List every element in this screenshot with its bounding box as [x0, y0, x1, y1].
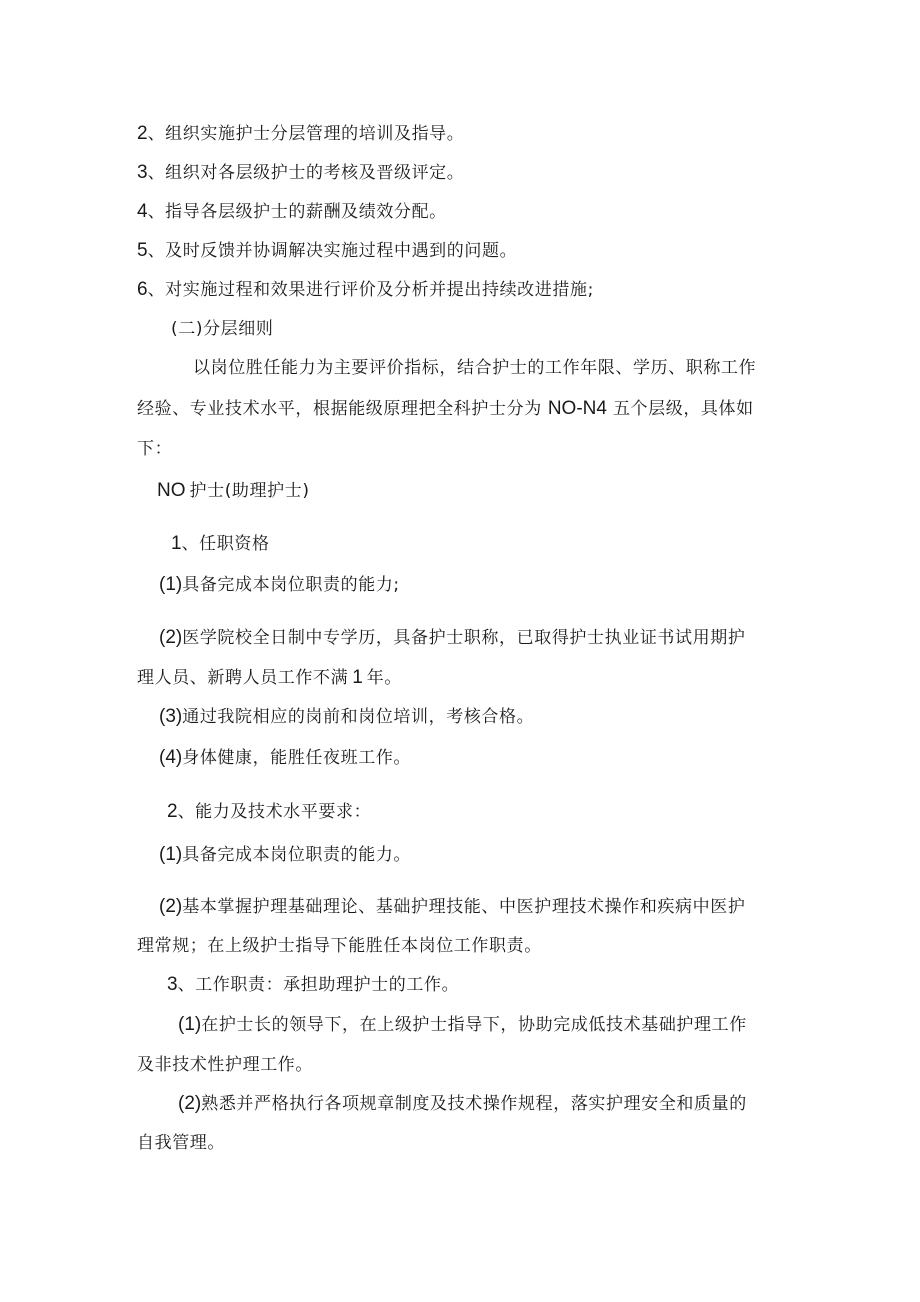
- list-item-text: 、对实施过程和效果进行评价及分析并提出持续改进措施;: [147, 280, 594, 300]
- list-item-number: 4: [137, 201, 148, 222]
- list-item-text: 、组织实施护士分层管理的培训及指导。: [147, 124, 465, 144]
- subsection-heading: [167, 974, 459, 996]
- list-item: [137, 240, 517, 262]
- list-item-continuation: 理常规；在上级护士指导下能胜任本岗位工作职责。: [137, 936, 542, 956]
- list-item: [159, 747, 411, 769]
- level-title: [157, 480, 310, 502]
- list-item: [137, 123, 464, 145]
- item-text: 具备完成本岗位职责的能力;: [182, 575, 400, 595]
- level-code: NO-N4: [547, 398, 607, 419]
- item-text: 熟悉并严格执行各项规章制度及技术操作规程，落实护理安全和质量的: [201, 1094, 747, 1114]
- list-item-text: 、及时反馈并协调解决实施过程中遇到的问题。: [147, 241, 518, 261]
- item-number: (2): [178, 1093, 202, 1114]
- item-text: 医学院校全日制中专学历，具备护士职称，已取得护士执业证书试用期护: [182, 628, 746, 648]
- list-item-number: 6: [137, 279, 148, 300]
- list-item: [159, 706, 534, 728]
- subsection-heading: [167, 801, 371, 823]
- intro-line-2: [137, 398, 754, 420]
- list-item-number: 5: [137, 240, 148, 261]
- list-item-continuation: [137, 667, 402, 689]
- subsection-number: 3: [167, 974, 178, 995]
- list-item-number: 3: [137, 162, 148, 183]
- intro-line-3: 下：: [137, 439, 173, 459]
- list-item: [137, 279, 594, 301]
- subsection-number: 1: [171, 533, 182, 554]
- intro-text: 五个层级，具体如: [612, 399, 754, 419]
- list-item-continuation: 自我管理。: [137, 1133, 225, 1153]
- item-text: 年。: [366, 668, 402, 688]
- intro-text: 经验、专业技术水平，根据能级原理把全科护士分为: [137, 399, 542, 419]
- subsection-title: 、能力及技术水平要求：: [177, 802, 372, 822]
- list-item: [159, 844, 411, 866]
- item-text: 基本掌握护理基础理论、基础护理技能、中医护理技术操作和疾病中医护: [182, 897, 746, 917]
- list-item: [178, 1014, 747, 1036]
- list-item-text: 、指导各层级护士的薪酬及绩效分配。: [147, 202, 447, 222]
- level-title-text: 护士(助理护士): [189, 481, 310, 501]
- item-text: 身体健康，能胜任夜班工作。: [182, 748, 412, 768]
- list-item: [159, 627, 745, 649]
- list-item: [159, 574, 400, 596]
- list-item-continuation: 及非技术性护理工作。: [137, 1055, 313, 1075]
- section-heading: (二)分层细则: [171, 319, 274, 339]
- list-item: [137, 162, 464, 184]
- item-number: (2): [159, 896, 183, 917]
- subsection-number: 2: [167, 801, 178, 822]
- item-text: 在护士长的领导下，在上级护士指导下，协助完成低技术基础护理工作: [201, 1015, 747, 1035]
- intro-line-1: 以岗位胜任能力为主要评价指标，结合护士的工作年限、学历、职称工作: [193, 358, 757, 378]
- subsection-title: 、工作职责：承担助理护士的工作。: [177, 975, 460, 995]
- item-text: 通过我院相应的岗前和岗位培训，考核合格。: [182, 707, 535, 727]
- item-number: (4): [159, 747, 183, 768]
- item-text: 理人员、新聘人员工作不满: [137, 668, 349, 688]
- item-number: (1): [178, 1014, 202, 1035]
- item-number: (3): [159, 706, 183, 727]
- list-item: [159, 896, 745, 918]
- subsection-heading: [171, 533, 270, 555]
- item-number: (1): [159, 844, 183, 865]
- list-item: [137, 201, 447, 223]
- list-item: [178, 1093, 747, 1115]
- list-item-number: 2: [137, 123, 148, 144]
- item-number: (1): [159, 574, 183, 595]
- level-code: NO: [157, 480, 186, 501]
- item-text: 具备完成本岗位职责的能力。: [182, 845, 412, 865]
- subsection-title: 、任职资格: [181, 534, 270, 554]
- item-number: (2): [159, 627, 183, 648]
- list-item-text: 、组织对各层级护士的考核及晋级评定。: [147, 163, 465, 183]
- item-number: 1: [352, 667, 363, 688]
